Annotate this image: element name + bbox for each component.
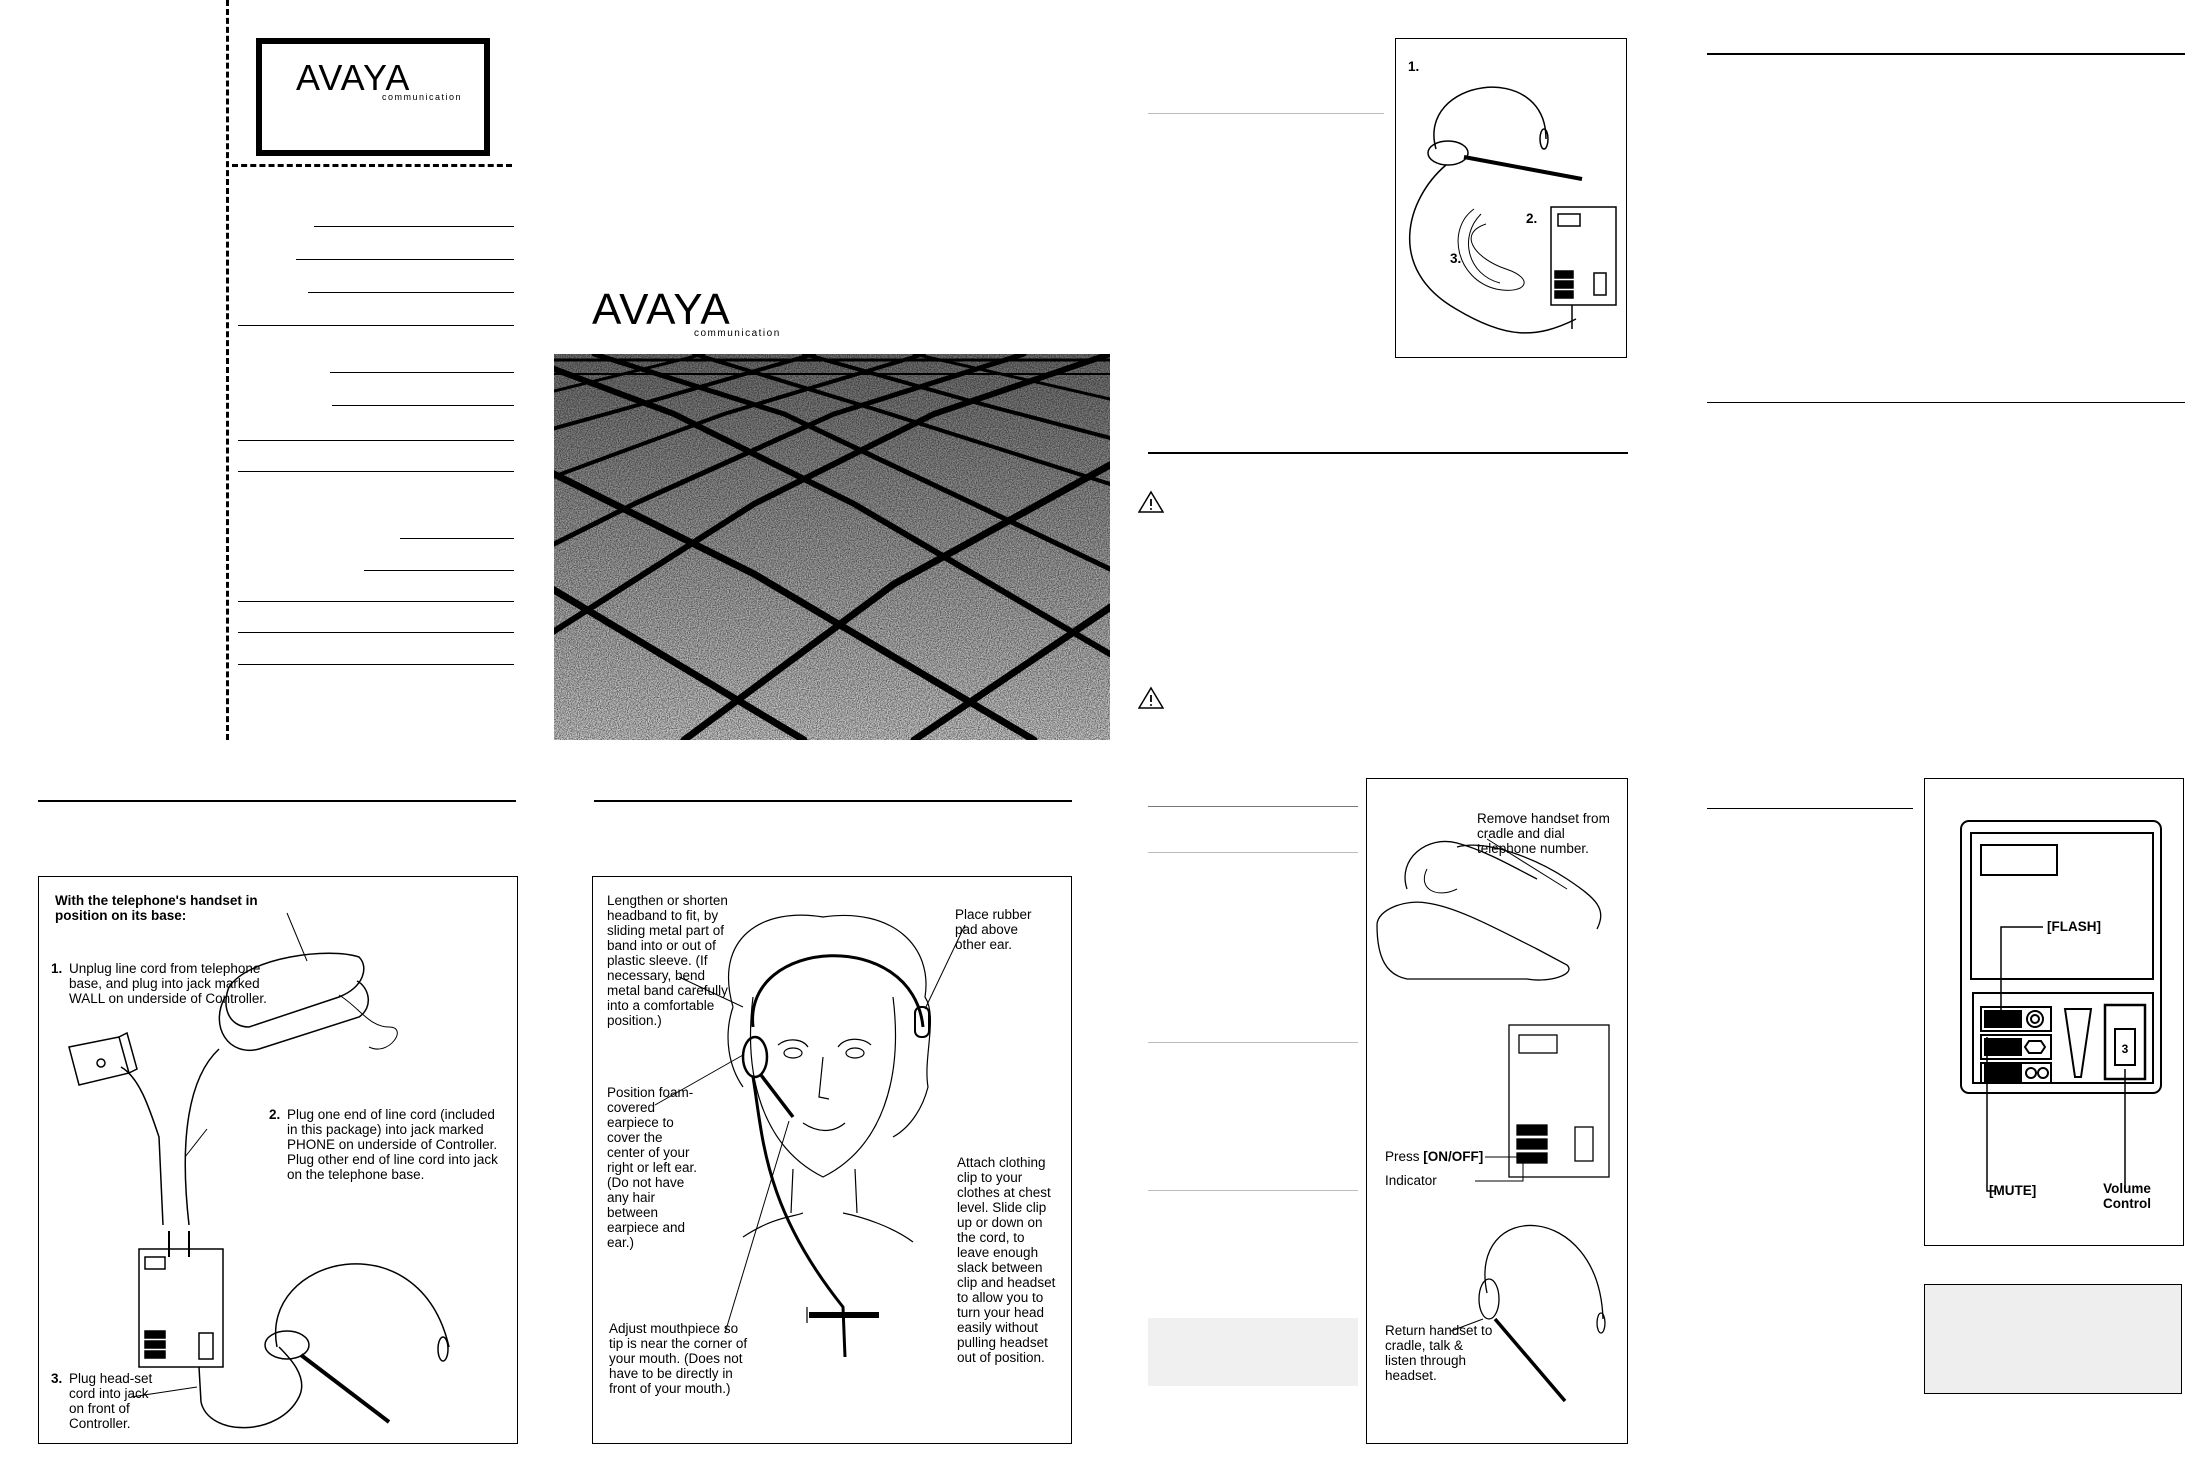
right-top-rule	[1707, 53, 2185, 55]
controls-grey-panel	[1924, 1284, 2182, 1394]
cord-number: 3.	[1450, 251, 1462, 266]
warning-icon-2	[1138, 686, 1164, 710]
on-off-key: [ON/OFF]	[1423, 1149, 1484, 1164]
operation-press-text	[1385, 1149, 1483, 1164]
step3-number: 3.	[51, 1371, 63, 1386]
equipment-illustration	[1396, 39, 1626, 357]
volume-control-label: Volume Control	[2103, 1181, 2151, 1211]
controls-section-rule	[1707, 808, 1913, 809]
cover-brand-tagline: communication	[694, 328, 781, 339]
step1-number: 1.	[51, 961, 63, 976]
op-rule-4	[1148, 1190, 1358, 1191]
op-rule-2	[1148, 852, 1358, 853]
headset-number: 1.	[1408, 59, 1420, 74]
op-rule-3	[1148, 1042, 1358, 1043]
controller-face-illustration	[1925, 779, 2183, 1245]
cover-brand-name: AVAYA	[592, 285, 731, 334]
tile-floor-graphic	[554, 354, 1110, 740]
fitting-box	[592, 876, 1072, 1444]
controls-box	[1924, 778, 2184, 1246]
installation-box	[38, 876, 518, 1444]
step3-text: Plug head-set cord into jack on front of Controller.	[69, 1371, 153, 1431]
operation-box	[1366, 778, 1628, 1444]
fitting-rubber-pad-text: Place rubber pad above other ear.	[955, 907, 1032, 952]
warnings-section-rule	[1148, 452, 1628, 454]
operation-indicator-text: Indicator	[1385, 1173, 1437, 1188]
logo-box-top	[256, 38, 490, 156]
section-rule	[1148, 113, 1384, 114]
mute-label: [MUTE]	[1989, 1183, 2037, 1198]
right-mid-rule	[1707, 402, 2185, 403]
fitting-clip-text: Attach clothing clip to your clothes at chest level. Slide clip up or down on the cord, to leave enough slack between clip and headset to allow you to turn your head easily without pulling headset out of position.	[957, 1155, 1056, 1365]
horizontal-dashed-fold	[232, 164, 512, 167]
equipment-box	[1395, 38, 1627, 358]
brand-tagline: communication	[382, 92, 463, 102]
fitting-mouthpiece-text: Adjust mouthpiece so tip is near the corner of your mouth. (Does not have to be directly in front of your mouth.)	[609, 1321, 748, 1396]
flash-label: [FLASH]	[2047, 919, 2101, 934]
installation-intro: With the telephone's handset in position on its base:	[55, 893, 258, 923]
warning-icon	[1138, 490, 1164, 514]
step2-number: 2.	[269, 1107, 281, 1122]
fitting-earpiece-text: Position foam-covered earpiece to cover the center of your right or left ear. (Do not have any hair between earpiece and ear.)	[607, 1085, 698, 1250]
press-prefix: Press	[1385, 1149, 1424, 1164]
step2-text: Plug one end of line cord (included in this package) into jack marked PHONE on underside of Controller. Plug other end of line cord into jack on the telephone base.	[287, 1107, 498, 1182]
op-grey-panel	[1148, 1318, 1358, 1386]
operation-return-text: Return handset to cradle, talk & listen through headset.	[1385, 1323, 1493, 1383]
step1-text: Unplug line cord from telephone base, and plug into jack marked WALL on underside of Controller.	[69, 961, 267, 1006]
cover-logo	[592, 285, 781, 339]
brand-name: AVAYA	[296, 57, 411, 98]
installation-section-rule	[38, 800, 516, 802]
operation-remove-text: Remove handset from cradle and dial telephone number.	[1477, 811, 1610, 856]
op-rule-1	[1148, 806, 1358, 807]
fitting-headband-text: Lengthen or shorten headband to fit, by sliding metal part of band into or out of plastic sleeve. (If necessary, bend metal band carefully into a comfortable position.)	[607, 893, 728, 1028]
volume-digit: 3	[2121, 1042, 2129, 1056]
fitting-section-rule	[594, 800, 1072, 802]
controller-number: 2.	[1526, 211, 1538, 226]
dashed-fold-line	[226, 0, 229, 740]
